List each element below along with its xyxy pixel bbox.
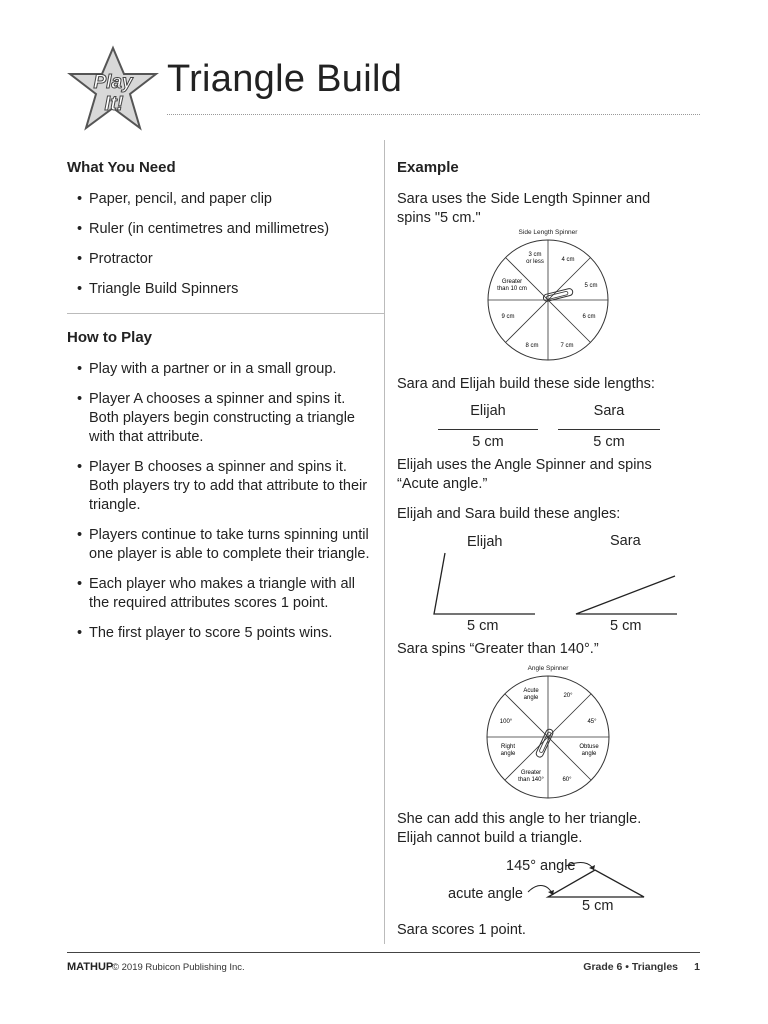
- example-paragraph: Sara scores 1 point.: [397, 922, 526, 938]
- list-item: • Paper, pencil, and paper clip: [67, 190, 377, 209]
- sara-angle: [576, 576, 677, 614]
- angle-spinner: [480, 660, 620, 802]
- grade-label: Grade 6 • Triangles: [583, 961, 678, 973]
- example-heading: Example: [397, 159, 459, 176]
- sector-label: Obtuse angle: [579, 744, 599, 757]
- what-you-need-heading: What You Need: [67, 159, 176, 176]
- column-label-elijah: Elijah: [470, 403, 506, 419]
- svg-text:It!: It!: [104, 93, 124, 115]
- example-paragraph: She can add this angle to her triangle.: [397, 811, 642, 827]
- side-length-spinner: [480, 224, 620, 364]
- sector-label: 7 cm: [560, 343, 574, 349]
- angle-length-sara: 5 cm: [610, 618, 642, 634]
- page-number: 1: [694, 961, 700, 973]
- sector-label: Greater than 10 cm: [497, 279, 527, 292]
- angle-label-elijah: Elijah: [467, 534, 503, 550]
- list-item: • The first player to score 5 points wins.: [67, 624, 371, 643]
- acute-angle-label: acute angle: [448, 886, 523, 902]
- sector-label: Right angle: [500, 744, 516, 757]
- angle-length-elijah: 5 cm: [467, 618, 499, 634]
- example-paragraph: Sara uses the Side Length Spinner and spins "5 cm.": [397, 191, 651, 226]
- list-item: • Protractor: [67, 250, 377, 269]
- mathup-logo: MATHUP: [67, 961, 114, 973]
- elijah-angle: [434, 553, 535, 614]
- list-item: • Player B chooses a spinner and spins it. Both players try to add that attribute to their triangle.: [67, 458, 371, 515]
- spinner-title: Angle Spinner: [527, 665, 569, 672]
- sector-label: 4 cm: [561, 257, 575, 263]
- sector-label: 45°: [587, 719, 597, 725]
- page-title: Triangle Build: [167, 58, 403, 100]
- list-item: • Players continue to take turns spinning until one player is able to complete their triangle.: [67, 526, 371, 564]
- sector-label: 60°: [562, 777, 572, 783]
- column-label-sara: Sara: [593, 403, 625, 419]
- example-paragraph: Elijah uses the Angle Spinner and spins “Acute angle.”: [397, 457, 652, 492]
- rules-list: [67, 360, 371, 643]
- list-item: • Triangle Build Spinners: [67, 280, 377, 299]
- sector-label: 9 cm: [501, 314, 515, 320]
- arrow-acute: [528, 886, 553, 895]
- title-divider: [167, 114, 700, 115]
- spinner-title: Side Length Spinner: [518, 229, 578, 236]
- side-value-elijah: 5 cm: [472, 434, 504, 450]
- sector-label: 20°: [563, 693, 573, 699]
- underline: [558, 429, 660, 430]
- list-item: • Player A chooses a spinner and spins it. Both players begin constructing a triangle with that attribute.: [67, 390, 371, 447]
- how-to-play-heading: How to Play: [67, 329, 153, 346]
- example-paragraph: Elijah and Sara build these angles:: [397, 506, 621, 522]
- list-item: • Each player who makes a triangle with all the required attributes scores 1 point.: [67, 575, 371, 613]
- list-item: • Ruler (in centimetres and millimetres): [67, 220, 377, 239]
- sector-label: 100°: [499, 719, 513, 725]
- example-paragraph: Elijah cannot build a triangle.: [397, 830, 583, 846]
- side-value-sara: 5 cm: [593, 434, 625, 450]
- triangle-base-label: 5 cm: [582, 898, 614, 914]
- column-divider: [384, 140, 385, 944]
- svg-text:Play: Play: [93, 72, 133, 93]
- underline: [438, 429, 538, 430]
- angles-diagram: [420, 540, 690, 620]
- example-paragraph: Sara spins “Greater than 140°.”: [397, 641, 599, 657]
- sector-label: Acute angle: [523, 688, 539, 701]
- copyright-text: © 2019 Rubicon Publishing Inc.: [112, 962, 245, 973]
- angle-label-sara: Sara: [610, 533, 641, 549]
- sector-label: 5 cm: [584, 283, 598, 289]
- list-item: • Play with a partner or in a small group.: [67, 360, 371, 379]
- example-paragraph: Sara and Elijah build these side lengths:: [397, 376, 655, 392]
- play-it-logo: [64, 44, 162, 140]
- angle-145-label: 145° angle: [506, 858, 576, 874]
- sector-label: 3 cm or less: [526, 252, 544, 265]
- section-divider: [67, 313, 384, 314]
- footer-divider: [67, 952, 700, 953]
- sector-label: Greater than 140°: [518, 770, 544, 783]
- sector-label: 8 cm: [525, 343, 539, 349]
- materials-list: [67, 190, 377, 299]
- sector-label: 6 cm: [582, 314, 596, 320]
